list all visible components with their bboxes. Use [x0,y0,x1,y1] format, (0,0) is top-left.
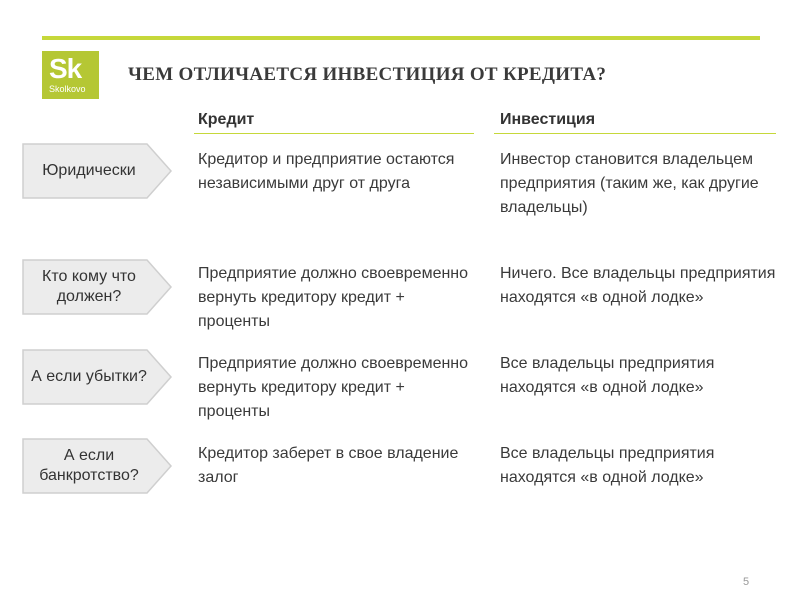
column-header-credit: Кредит [198,111,255,128]
cell-investment: Все владельцы предприятия находятся «в одной лодке» [500,445,715,486]
logo-mark: Sk [49,53,82,84]
column-header-investment: Инвестиция [500,111,596,128]
cell-investment: Все владельцы предприятия находятся «в одной лодке» [500,355,715,396]
row-label: Юридически [42,162,136,179]
row-label-arrow [22,259,172,315]
column-underline-investment [494,133,776,134]
cell-credit: Предприятие должно своевременно вернуть кредитору кредит + проценты [198,355,469,420]
cell-investment: Инвестор становится владельцем предприятия (таким же, как другие владельцы) [500,151,759,216]
column-underline-credit [194,133,474,134]
slide-title: ЧЕМ ОТЛИЧАЕТСЯ ИНВЕСТИЦИЯ ОТ КРЕДИТА? [128,64,607,85]
row-label-arrow [22,349,172,405]
top-accent-line [42,36,760,40]
page-number: 5 [743,576,750,588]
row-label-arrow [22,143,172,199]
skolkovo-logo [42,51,99,99]
row-label: А если убытки? [31,368,147,385]
row-label: А если банкротство? [39,447,139,484]
row-label-arrow [22,438,172,494]
row-label: Кто кому что должен? [42,268,136,305]
cell-credit: Кредитор и предприятие остаются независимыми друг от друга [198,151,455,192]
logo-wordmark: Skolkovo [49,84,86,94]
cell-credit: Предприятие должно своевременно вернуть кредитору кредит + проценты [198,265,469,330]
cell-credit: Кредитор заберет в свое владение залог [198,445,459,486]
cell-investment: Ничего. Все владельцы предприятия находятся «в одной лодке» [500,265,776,306]
